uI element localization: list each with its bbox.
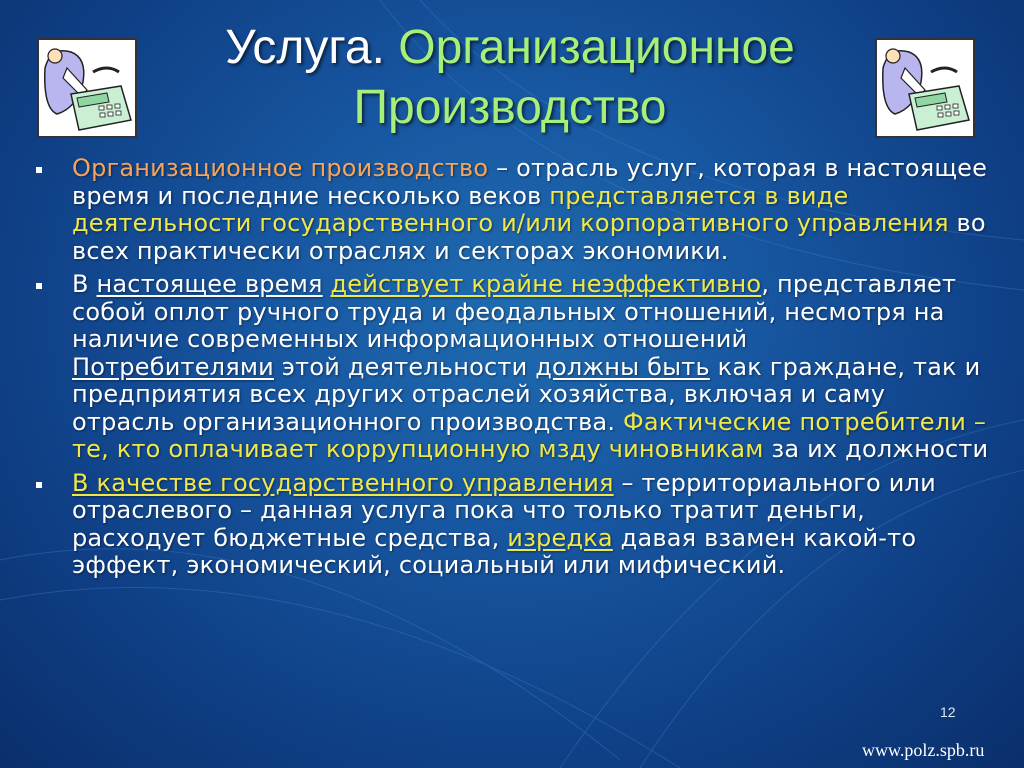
bullet-text: – территориального или отраслевого – данная услуга пока что только тратит деньги, расходует бюджетные средства, bbox=[72, 468, 936, 552]
title-part-2: Организационное bbox=[398, 21, 795, 74]
bullet-text: как граждане, так и предприятия всех других отраслей хозяйства, включая и саму отрасль организационного производства. bbox=[72, 352, 981, 436]
bullet-text: В bbox=[72, 270, 97, 298]
slide-body bbox=[30, 155, 995, 586]
highlight-underlined-text: изредка bbox=[507, 523, 613, 552]
title-part-1: Услуга. bbox=[225, 21, 385, 74]
bullet-item bbox=[30, 155, 995, 265]
bullet-marker bbox=[36, 283, 42, 289]
bullet-text: этой деятельности bbox=[273, 352, 536, 381]
bullet-item bbox=[30, 470, 995, 580]
bullet-text: , представляет собой оплот ручного труда и феодальных отношений, несмотря на наличие современных информационных отношений bbox=[72, 270, 957, 353]
bullet-text bbox=[323, 270, 331, 298]
website-link[interactable]: www.polz.spb.ru bbox=[862, 740, 985, 760]
term-organizational-production: Организационное производство bbox=[72, 154, 489, 182]
underlined-text: должны быть bbox=[535, 352, 710, 381]
slide-title bbox=[140, 18, 880, 138]
highlight-underlined-text: В качестве государственного управления bbox=[72, 468, 614, 497]
bullet-text: за их должности bbox=[763, 435, 989, 463]
bullet-text: давая взамен какой-то эффект, экономический, социальный или мифический. bbox=[72, 523, 917, 579]
page-number: 12 bbox=[940, 704, 956, 720]
bullet-item bbox=[30, 271, 995, 464]
bullet-text: во всех практически отраслях и секторах экономики. bbox=[72, 209, 986, 265]
fax-worker-icon bbox=[875, 38, 975, 138]
bullet-marker bbox=[36, 482, 42, 488]
underlined-text: настоящее время bbox=[96, 270, 323, 298]
highlight-underlined-text: действует крайне неэффективно bbox=[330, 270, 762, 298]
title-part-3: Производство bbox=[353, 81, 667, 134]
highlight-text: Фактические потребители – те, кто оплачивает коррупционную мзду чиновникам bbox=[72, 407, 987, 463]
bullet-text: – отрасль услуг, которая в настоящее время и последние несколько веков bbox=[72, 154, 988, 210]
underlined-text: Потребителями bbox=[72, 352, 274, 381]
bullet-marker bbox=[36, 167, 42, 173]
highlight-text: представляется в виде деятельности государственного и/или корпоративного управления bbox=[72, 181, 949, 237]
fax-worker-icon bbox=[37, 38, 137, 138]
